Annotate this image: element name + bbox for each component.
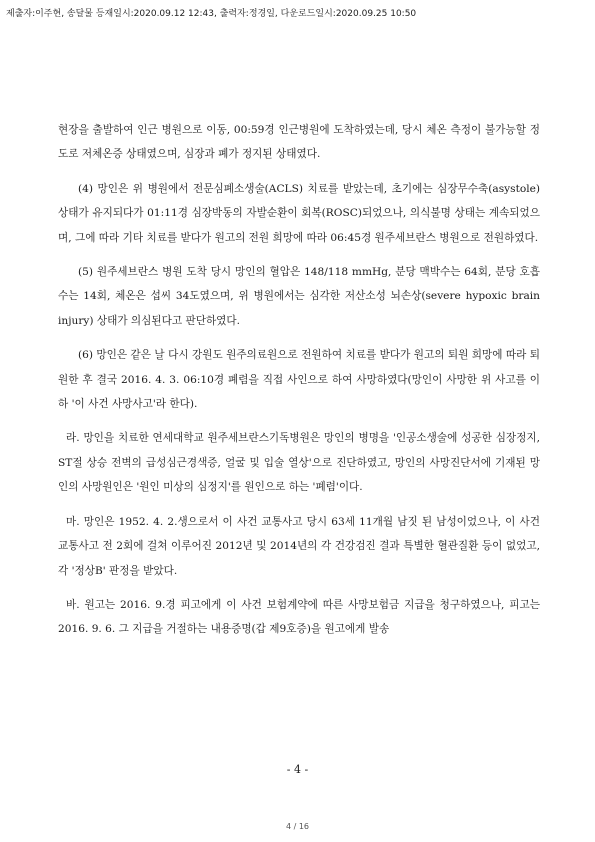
paragraph-item-4: (4) 망인은 위 병원에서 전문심폐소생술(ACLS) 치료를 받았는데, 초기에는 심장무수축(asystole) 상태가 유지되다가 01:11경 심장박동의 자발순환이 회복(ROSC)되었으나, 의식불명 상태는 계속되었으며, 그에 따라 기타 치료를 받다가 원고의 전원 희망에 따라 06:45경 원주세브란스 병원으로 전원하였다. [58,182,540,244]
page-number: - 4 - [286,763,309,776]
document-body [58,118,540,652]
paragraph-section-ra: 라. 망인을 치료한 연세대학교 원주세브란스기독병원은 망인의 병명을 '인공소생술에 성공한 심장정지, ST절 상승 전벽의 급성심근경색증, 얼굴 및 입술 열상'으로 진단하였고, 망인의 사망진단서에 기재된 망인의 사망원인은 '원인 미상의 심정지'를 원인으로 하는 '폐렴'이다. [58,432,541,494]
footer-page-count: 4 / 16 [285,822,310,831]
paragraph-section-ma: 마. 망인은 1952. 4. 2.생으로서 이 사건 교통사고 당시 63세 11개월 남짓 된 남성이었으나, 이 사건 교통사고 전 2회에 걸쳐 이루어진 2012년 및 2014년의 각 건강검진 결과 특별한 혈관질환 등이 없었고, 각 '정상B' 판정을 받았다. [58,515,540,577]
paragraph-item-5: (5) 원주세브란스 병원 도착 당시 망인의 혈압은 148/118 mmHg, 분당 맥박수는 64회, 분당 호흡수는 14회, 체온은 섭씨 34도였으며, 위 병원에서는 심각한 저산소성 뇌손상(severe hypoxic brain injury) 상태가 의심된다고 판단하였다. [58,266,540,327]
paragraph-continuation: 현장을 출발하여 인근 병원으로 이동, 00:59경 인근병원에 도착하였는데, 당시 체온 측정이 불가능할 정도로 저체온증 상태였으며, 심장과 폐가 정지된 상태였다. [58,124,540,161]
paragraph-item-6: (6) 망인은 같은 날 다시 강원도 원주의료원으로 전원하여 치료를 받다가 원고의 퇴원 희망에 따라 퇴원한 후 결국 2016. 4. 3. 06:10경 폐렴을 직접 사인으로 하여 사망하였다(망인이 사망한 위 사고를 이하 '이 사건 사망사고'라 한다). [58,349,540,411]
paragraph-section-ba: 바. 원고는 2016. 9.경 피고에게 이 사건 보험계약에 따른 사망보험금 지급을 청구하였으나, 피고는 2016. 9. 6. 그 지급을 거절하는 내용증명(갑 제9호증)을 원고에게 발송 [58,598,540,636]
document-header-meta: 제출자:이주현, 송달물 등재일시:2020.09.12 12:43, 출력자:정경일, 다운로드일시:2020.09.25 10:50 [6,9,417,19]
